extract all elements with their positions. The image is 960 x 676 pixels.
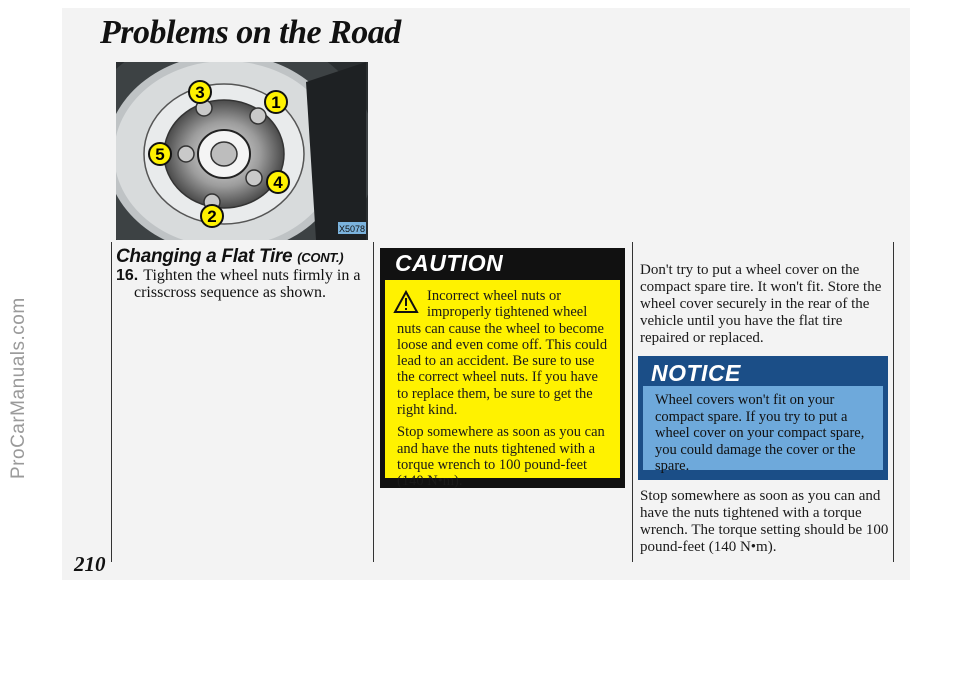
column-rule-right [632, 242, 633, 562]
bolt-label-5: 5 [155, 145, 165, 164]
step-text-line1: Tighten the wheel nuts firmly in a [143, 267, 361, 284]
caution-heading: CAUTION [395, 250, 504, 276]
torque-paragraph: Stop somewhere as soon as you can and have the nuts tightened with a torque wrench. The torque setting should be 100 pound-feet (140 N•m). [640, 488, 889, 555]
notice-body: Wheel covers won't fit on your compact spare. If you try to put a wheel cover on your compact spare, you could damage the cover or the spare. [643, 386, 883, 470]
subsection-heading [116, 246, 343, 268]
section-title: Problems on the Road [100, 14, 401, 51]
bolt-label-3: 3 [195, 83, 205, 102]
step-16 [116, 267, 366, 301]
step-text-line2: crisscross sequence as shown. [134, 284, 326, 301]
side-watermark: ProCarManuals.com [8, 297, 29, 479]
notice-heading: NOTICE [651, 360, 741, 386]
page-number: 210 [74, 552, 106, 576]
continued-label: (CONT.) [297, 250, 344, 265]
bolt-label-4: 4 [273, 173, 283, 192]
caution-paragraph-1: Incorrect wheel nuts or improperly tightened wheel nuts can cause the wheel to become loose and even come off. This could lead to an accident. Be sure to use the correct wheel nuts. If you have to replace them, be sure to get the right kind. [397, 288, 608, 419]
column-rule-mid [373, 242, 374, 562]
subsection-title: Changing a Flat Tire [116, 246, 293, 267]
step-number: 16. [116, 267, 139, 284]
caution-paragraph-2: Stop somewhere as soon as you can and have the nuts tightened with a torque wrench to 100 pound-feet (140 N•m). [397, 424, 605, 490]
wheel-nut-diagram [116, 62, 368, 240]
warning-triangle-icon [393, 290, 419, 314]
caution-box [380, 248, 625, 488]
column-rule-left [111, 242, 112, 562]
bolt-label-2: 2 [207, 207, 217, 226]
notice-box [638, 356, 888, 480]
bolt-label-1: 1 [271, 93, 281, 112]
caution-body [385, 280, 620, 490]
wheel-cover-paragraph: Don't try to put a wheel cover on the compact spare tire. It won't fit. Store the wheel cover securely in the rear of the vehicle until you have the flat tire repaired or replaced. [640, 262, 882, 346]
figure-code: X5078 [338, 224, 366, 234]
column-rule-far-right [893, 242, 894, 562]
